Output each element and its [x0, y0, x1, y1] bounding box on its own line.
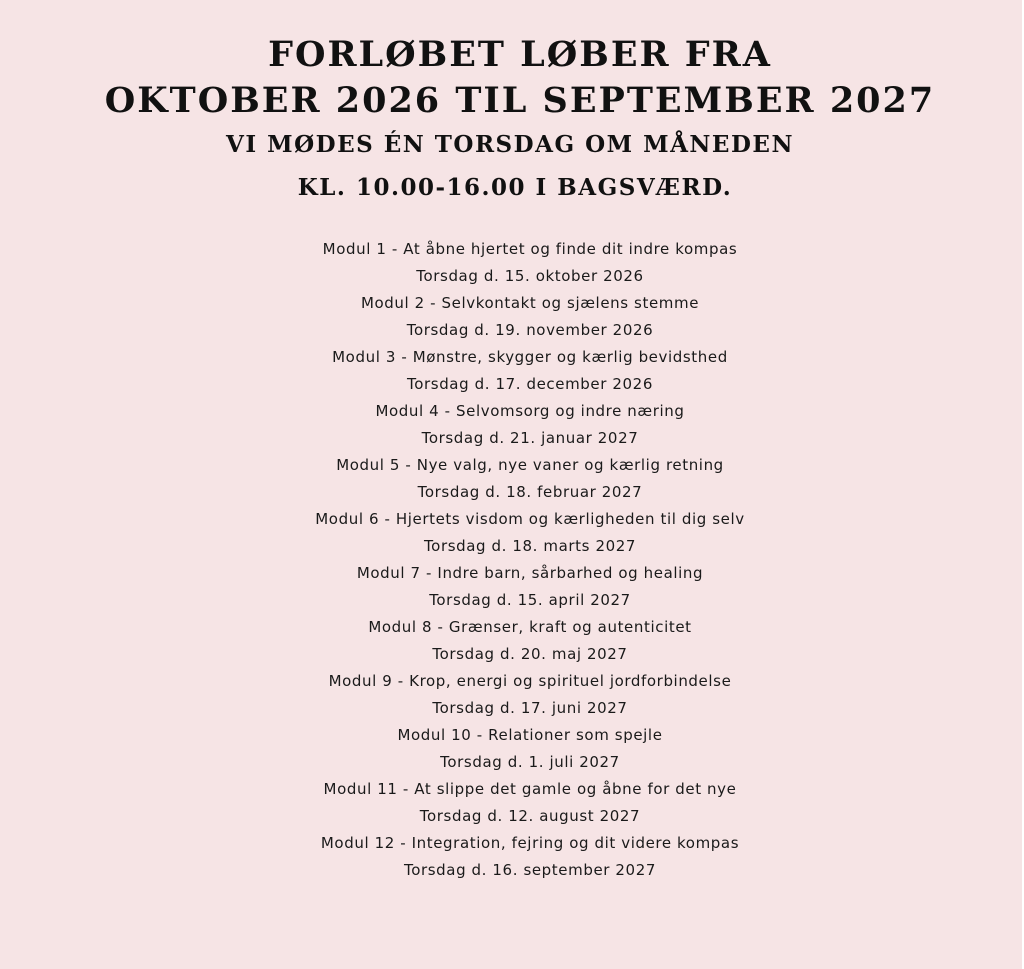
module-title: Modul 12 - Integration, fejring og dit videre kompas: [320, 834, 740, 852]
module-date: Torsdag d. 21. januar 2027: [421, 429, 639, 447]
module-date: Torsdag d. 18. marts 2027: [423, 537, 637, 555]
subheading-line-1: VI MØDES ÉN TORSDAG OM MÅNEDEN: [226, 131, 794, 158]
module-schedule: [0, 236, 1024, 884]
module-date: Torsdag d. 18. februar 2027: [417, 483, 643, 501]
module-title: Modul 10 - Relationer som spejle: [397, 726, 663, 744]
module-date: Torsdag d. 15. oktober 2026: [416, 267, 644, 285]
module-title: Modul 8 - Grænser, kraft og autenticitet: [368, 618, 692, 636]
module-date: Torsdag d. 1. juli 2027: [440, 753, 620, 771]
module-title: Modul 5 - Nye valg, nye vaner og kærlig retning: [336, 456, 724, 474]
module-title: Modul 2 - Selvkontakt og sjælens stemme: [360, 294, 700, 312]
heading-line-2: OKTOBER 2026 TIL SEPTEMBER 2027: [104, 80, 936, 121]
module-date: Torsdag d. 17. december 2026: [407, 375, 653, 393]
module-title: Modul 7 - Indre barn, sårbarhed og healing: [356, 564, 704, 582]
module-title: Modul 1 - At åbne hjertet og finde dit indre kompas: [322, 240, 738, 258]
module-date: Torsdag d. 16. september 2027: [403, 861, 656, 879]
heading-line-1: FORLØBET LØBER FRA: [268, 34, 772, 75]
module-date: Torsdag d. 17. juni 2027: [432, 699, 628, 717]
module-title: Modul 9 - Krop, energi og spirituel jordforbindelse: [328, 672, 732, 690]
subheading-line-2: KL. 10.00-16.00 I BAGSVÆRD.: [297, 174, 733, 201]
module-title: Modul 11 - At slippe det gamle og åbne for det nye: [323, 780, 737, 798]
module-date: Torsdag d. 20. maj 2027: [432, 645, 628, 663]
module-date: Torsdag d. 19. november 2026: [406, 321, 654, 339]
module-date: Torsdag d. 15. april 2027: [429, 591, 631, 609]
module-date: Torsdag d. 12. august 2027: [419, 807, 641, 825]
module-title: Modul 3 - Mønstre, skygger og kærlig bevidsthed: [332, 348, 728, 366]
module-title: Modul 6 - Hjertets visdom og kærligheden til dig selv: [315, 510, 745, 528]
module-title: Modul 4 - Selvomsorg og indre næring: [375, 402, 685, 420]
